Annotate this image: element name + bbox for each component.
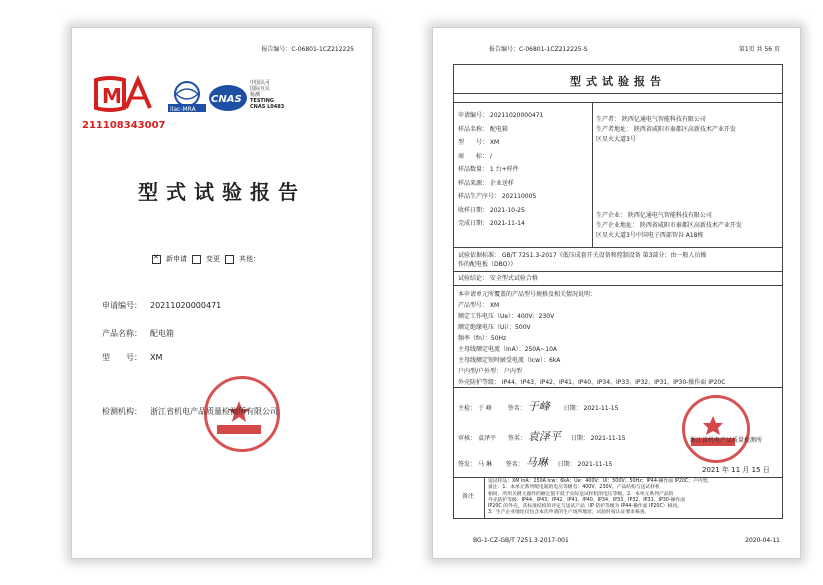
report-number: 报告编号：C-06801-1CZ212225-S bbox=[489, 46, 588, 53]
application-type-options bbox=[152, 254, 260, 264]
report-number: 报告编号：C-06801-1CZ212225 bbox=[261, 46, 354, 53]
ilac-mra-logo-icon bbox=[166, 80, 208, 114]
model-field: 型 号： XM bbox=[102, 353, 163, 362]
report-title: 型式试验报告 bbox=[570, 75, 666, 88]
manufacturer-info: 生产企业： 陕西亿通电气智能科技有限公司 生产企业地址： 陕西省咸阳市秦都区高新技术产业开发 区星火大道3号中国电子西部智谷 A18栋 bbox=[596, 212, 742, 239]
svg-text:CNAS: CNAS bbox=[211, 94, 242, 105]
svg-text:M: M bbox=[102, 84, 122, 108]
form-code: BG-1-CZ-GB/T 7251.3-2017-001 bbox=[473, 537, 569, 544]
other-label: 其他： bbox=[239, 255, 260, 263]
report-table bbox=[453, 64, 783, 519]
svg-text:ilac-MRA: ilac-MRA bbox=[170, 106, 196, 113]
stamp-organization: 浙江省机电产品质量检测所 bbox=[690, 437, 763, 444]
producer-info: 生产者： 陕西亿通电气智能科技有限公司 生产者地址： 陕西省咸阳市秦都区高新技术产业开发 区星火大道3号 bbox=[596, 116, 736, 143]
product-name-field: 产品名称： 配电箱 bbox=[102, 329, 174, 338]
checkbox-change[interactable] bbox=[192, 255, 201, 264]
checkbox-new-application[interactable] bbox=[152, 255, 161, 264]
cma-logo-icon bbox=[90, 74, 160, 114]
sample-info: 申请编号： 20211020000471 样品名称： 配电箱 型 号： XM 商 标： / 样品数量： 1 台+样件 样品来源： 企业送样 样品生产序号： 202110005 收样日期： 2021-10-25 完成日期： 2021-11-14 bbox=[458, 112, 544, 227]
red-stamp-icon bbox=[682, 395, 750, 463]
test-basis: 试验依据标准： GB/T 7251.3-2017《低压成套开关设备和控制设备 第3部分：由一般人员操 作的配电板（DBO）》 bbox=[458, 252, 707, 268]
report-cover-page bbox=[72, 28, 372, 558]
cma-number: 211108343007 bbox=[82, 120, 166, 131]
sign-row-inspector: 主检： 于 峰 签名： 于峰 日期： 2021-11-15 bbox=[458, 400, 619, 413]
change-label: 变更 bbox=[206, 255, 220, 263]
testing-accreditation-text: 中国认可 国际互认 检测 TESTING CNAS L0483 bbox=[250, 80, 285, 110]
stamp-date: 2021 年 11 月 15 日 bbox=[702, 466, 770, 474]
test-conclusion: 试验结论： 安全型式试验合格 bbox=[458, 275, 538, 282]
checkbox-other[interactable] bbox=[225, 255, 234, 264]
report-title: 型式试验报告 bbox=[138, 180, 306, 204]
remarks-label: 备注 bbox=[462, 493, 475, 500]
remarks-text: 送试样品：XM InA：250A Icw：6kA；Ue：400V；Ui：500V；50Hz；IP44-操作面 IP20C；户内型。 备注：1．本单元系列配电箱的电压等级有：400V、230V。产品结构与送试样机 相同，所用关键元器件的额定值不低于实际送试样机的电压等级。2．本单元系列产品的 外壳防护等级：IP44、IP43、IP42、IP41、IP40、IP34、IP33、IP32、IP31、IP30-操作面 IP20C 的外壳，其标准结构的评定与送试产品（IP 防护等级为 IP44-操作面 IP20C）相同。 3．生产企业地址仅包含本次申请的生产场所地址，试验时按认证要求核查。 bbox=[488, 479, 713, 516]
sign-row-reviewer: 审核： 袁泽平 签名： 袁泽平 日期： 2021-11-15 bbox=[458, 430, 626, 443]
testing-organization-field: 检测机构： 浙江省机电产品质量检测所有限公司 bbox=[102, 407, 278, 416]
cnas-logo-icon bbox=[208, 82, 248, 114]
report-detail-page bbox=[433, 28, 800, 558]
application-number-field: 申请编号： 20211020000471 bbox=[102, 301, 222, 310]
form-date: 2020-04-11 bbox=[745, 537, 780, 544]
sign-row-approver: 签发： 马 琳 签名： 马琳 日期： 2021-11-15 bbox=[458, 456, 613, 469]
scope-description: 本申请单元所覆盖的产品型号规格及相关情况说明： 产品型号： XM 额定工作电压（Ue）：400V、230V 额定绝缘电压（Ui）：500V 频率（fn）：50Hz 主母线额定电流（InA）：250A~10A 主母线额定短时耐受电流（Icw）：6kA 户内型/户外型： 户内型 外壳防护等级： IP44、IP43、IP42、IP41、IP40、IP34、IP33、IP32、IP31、IP30-操作面 IP20C bbox=[458, 291, 726, 386]
page-number: 第1页 共 56 页 bbox=[738, 46, 780, 53]
new-application-label: 新申请 bbox=[166, 255, 187, 263]
